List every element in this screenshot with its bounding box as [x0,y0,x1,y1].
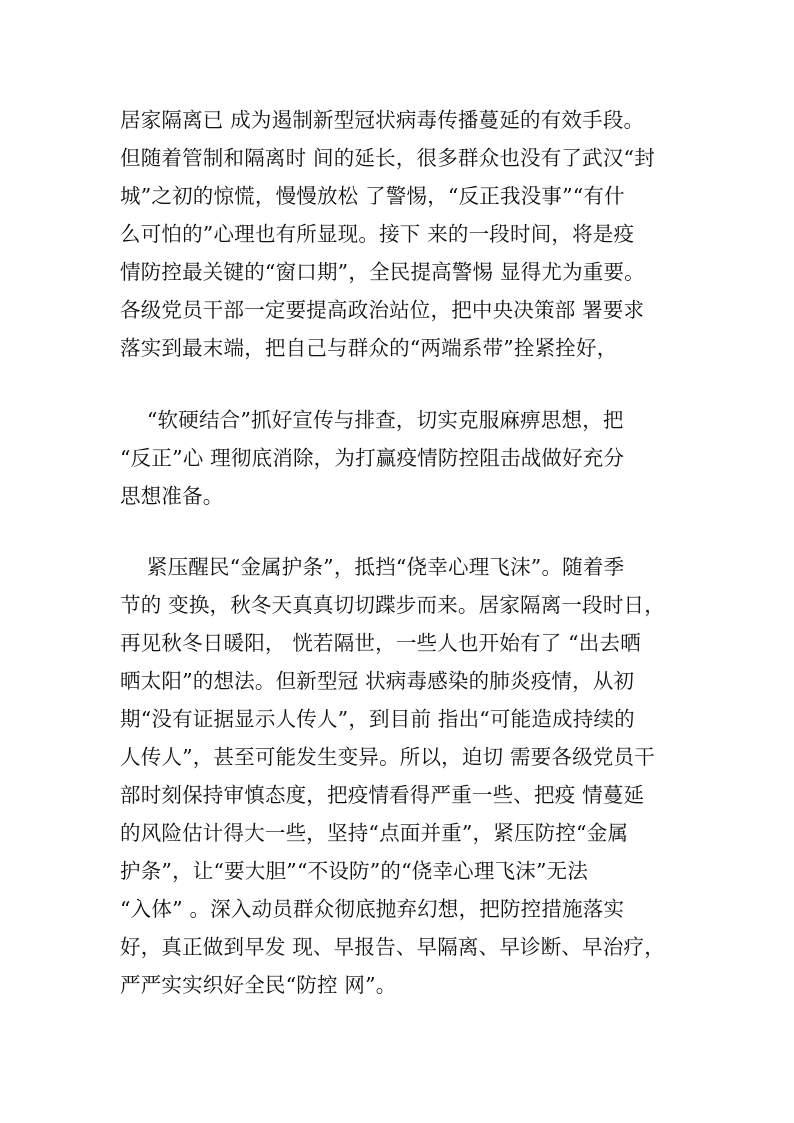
text-line: 但随着管制和隔离时 间的延长，很多群众也没有了武汉“封 [120,146,655,170]
text-line: “软硬结合”抓好宣传与排查，切实克服麻痹思想，把 [120,408,624,432]
text-line: 落实到最末端，把自己与群众的“两端系带”拴紧拴好， [120,336,618,360]
text-line: 情防控最关键的“窗口期”，全民提高警惕 显得尤为重要。 [120,260,645,284]
text-line: 么可怕的”心理也有所显现。接下 来的一段时间，将是疫 [120,222,635,246]
text-line: 好，真正做到早发 现、早报告、早隔离、早诊断、早治疗， [120,935,665,959]
text-line: 城”之初的惊慌，慢慢放松 了警惕，“反正我没事”“有什 [120,184,625,208]
text-line: 居家隔离已 成为遏制新型冠状病毒传播蔓延的有效手段。 [120,108,645,132]
text-line: 再见秋冬日暖阳， 恍若隔世，一些人也开始有了 “出去晒 [120,631,641,655]
text-line: 严严实实织好全民“防控 网”。 [120,973,397,997]
text-line: 的风险估计得大一些，坚持“点面并重”，紧压防控“金属 [120,821,629,845]
text-line: 节的 变换，秋冬天真真切切蹀步而来。居家隔离一段时日， [120,593,665,617]
text-line: 思想准备。 [120,484,224,508]
text-line: 晒太阳”的想法。但新型冠 状病毒感染的肺炎疫情，从初 [120,669,635,693]
text-line: “反正”心 理彻底消除，为打赢疫情防控阻击战做好充分 [120,446,625,470]
text-line: 各级党员干部一定要提高政治站位，把中央决策部 署要求 [120,298,645,322]
text-line: 护条”，让“要大胆”“不设防”的“侥幸心理飞沫”无法 [120,859,589,883]
text-line: 部时刻保持审慎态度，把疫情看得严重一些、把疫 情蔓延 [120,783,645,807]
text-line: 期“没有证据显示人传人”，到目前 指出“可能造成持续的 [120,707,635,731]
text-line: “入体” 。深入动员群众彻底抛弃幻想，把防控措施落实 [120,897,625,921]
text-line: 人传人”，甚至可能发生变异。所以，迫切 需要各级党员干 [120,745,655,769]
text-line: 紧压醒民“金属护条”，抵挡“侥幸心理飞沫”。随着季 [120,555,625,579]
